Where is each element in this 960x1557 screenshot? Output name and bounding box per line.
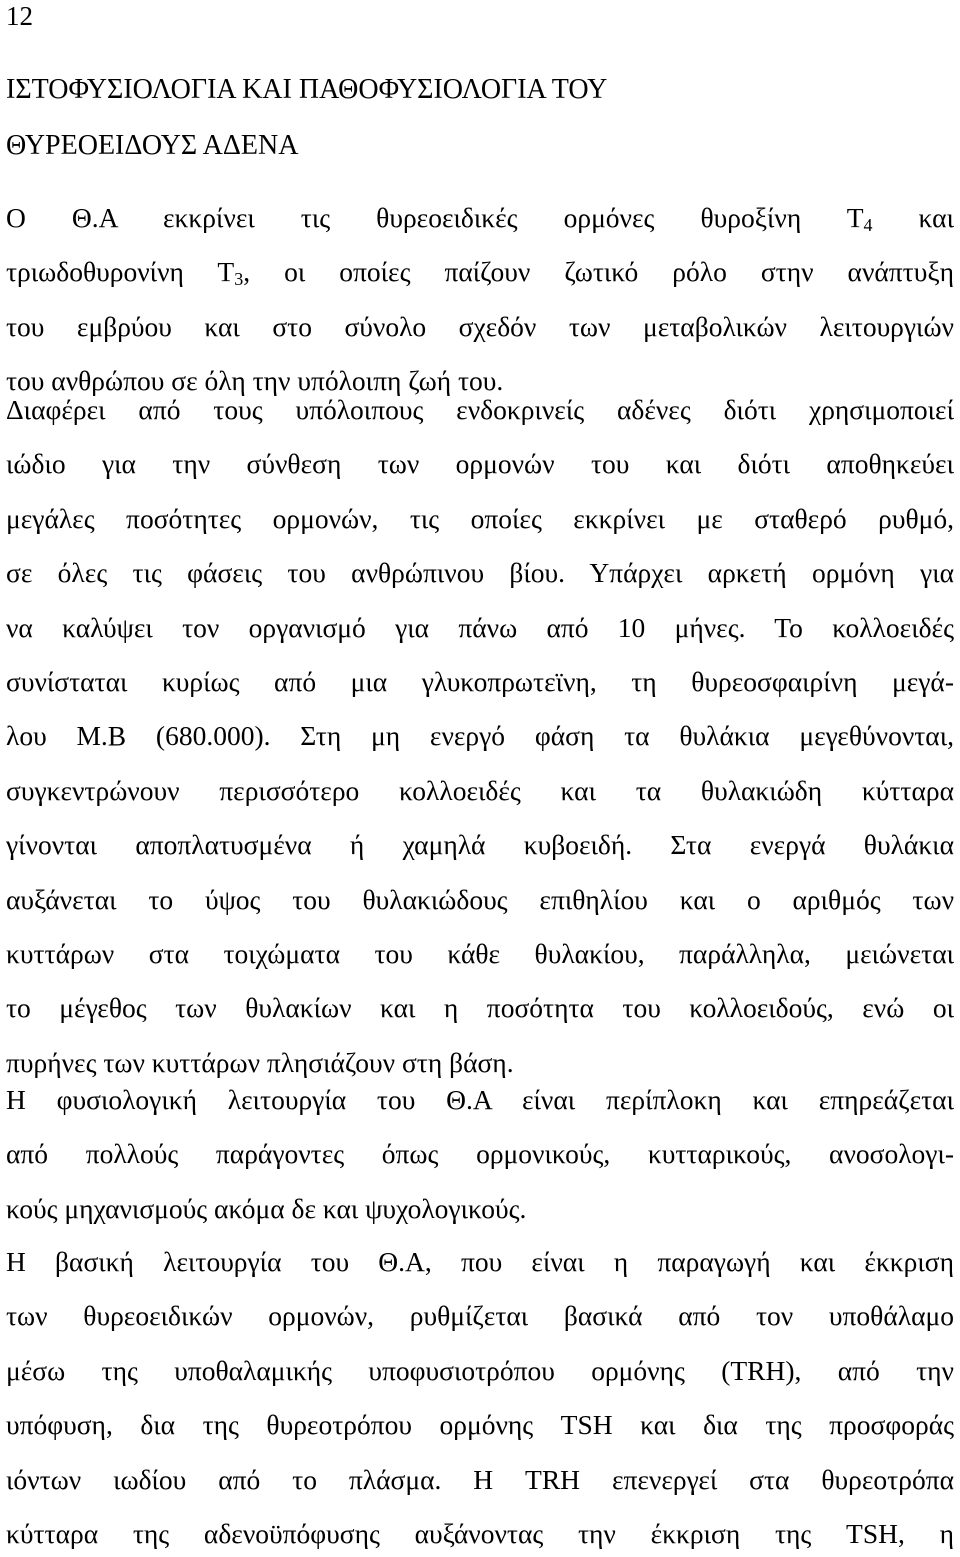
subscript: 3 [234, 269, 244, 290]
line-text: των θυρεοειδικών ορμονών, ρυθμίζεται βασικά από τον υποθάλαμο [6, 1300, 954, 1332]
paragraph-4-line [6, 1516, 954, 1552]
line-text: το μέγεθος των θυλακίων και η ποσότητα του κολλοειδούς, ενώ οι [6, 992, 954, 1024]
line-text: κυττάρων στα τοιχώματα του κάθε θυλακίου, παράλληλα, μειώνεται [6, 938, 954, 969]
paragraph-2-line [6, 718, 954, 754]
paragraph-2-line [6, 664, 954, 700]
line-text: ιώδιο για την σύνθεση των ορμονών του και διότι αποθηκεύει [6, 448, 954, 480]
line-text: του εμβρύου και στο σύνολο σχεδόν των μεταβολικών λειτουργιών [6, 310, 954, 342]
line-text-continued: , οι οποίες παίζουν ζωτικό ρόλο στην ανάπτυξη [243, 256, 954, 288]
paragraph-2-line [6, 555, 954, 591]
paragraph-2-line [6, 882, 954, 918]
line-text: λου Μ.Β (680.000). Στη μη ενεργό φάση τα θυλάκια μεγεθύνονται, [6, 720, 954, 752]
paragraph-4-line [6, 1298, 954, 1334]
line-text: συνίσταται κυρίως από μια γλυκοπρωτεϊνη, τη θυρεοσφαιρίνη μεγά- [6, 666, 954, 697]
line-text: να καλύψει τον οργανισμό για πάνω από 10 μήνες. Το κολλοειδές [6, 611, 954, 643]
paragraph-4-line [6, 1407, 954, 1443]
paragraph-2-line [6, 501, 954, 537]
line-text: τριωδοθυρονίνη Τ [6, 256, 235, 288]
paragraph-2-line [6, 936, 954, 972]
paragraph-2-line [6, 610, 954, 646]
line-text: κύτταρα της αδενοϋπόφυσης αυξάνοντας την έκκριση της TSH, η [6, 1518, 954, 1549]
paragraph-1-line [6, 309, 954, 345]
paragraph-4-line [6, 1244, 954, 1280]
paragraph-4-line [6, 1353, 954, 1389]
line-text: υπόφυση, δια της θυρεοτρόπου ορμόνης TSH και δια της προσφοράς [6, 1409, 954, 1441]
line-text: Η βασική λειτουργία του Θ.Α, που είναι η παραγωγή και έκκριση [6, 1246, 954, 1277]
paragraph-1-line [6, 254, 954, 290]
page-number: 12 [6, 1, 33, 31]
paragraph-2-line [6, 1045, 954, 1081]
line-text: γίνονται αποπλατυσμένα ή χαμηλά κυβοειδή. Στα ενεργά θυλάκια [6, 829, 954, 861]
paragraph-3-line [6, 1082, 954, 1118]
paragraph-3-line [6, 1191, 954, 1227]
line-text: μέσω της υποθαλαμικής υποφυσιοτρόπου ορμόνης (TRH), από την [6, 1354, 954, 1386]
section-title-line: ΘΥΡΕΟΕΙΔΟΥΣ ΑΔΕΝΑ [6, 130, 299, 161]
line-text: κούς μηχανισμούς ακόμα δε και ψυχολογικούς. [6, 1192, 527, 1224]
section-title-line: ΙΣΤΟΦΥΣΙΟΛΟΓΙΑ ΚΑΙ ΠΑΘΟΦΥΣΙΟΛΟΓΙΑ ΤΟΥ [6, 74, 608, 105]
paragraph-2-line [6, 827, 954, 863]
line-text: του ανθρώπου σε όλη την υπόλοιπη ζωή του. [6, 365, 504, 397]
paragraph-1-line [6, 200, 954, 236]
line-text: συγκεντρώνουν περισσότερο κολλοειδές και τα θυλακιώδη κύτταρα [6, 774, 954, 806]
subscript: 4 [863, 215, 873, 235]
line-text: Η φυσιολογική λειτουργία του Θ.Α είναι περίπλοκη και επηρεάζεται [6, 1084, 954, 1115]
paragraph-4-line [6, 1462, 954, 1498]
line-text: σε όλες τις φάσεις του ανθρώπινου βίου. Υπάρχει αρκετή ορμόνη για [6, 557, 954, 589]
paragraph-2-line [6, 773, 954, 809]
paragraph-3-line [6, 1136, 954, 1172]
line-text: πυρήνες των κυττάρων πλησιάζουν στη βάση. [6, 1046, 514, 1078]
line-text: αυξάνεται το ύψος του θυλακιώδους επιθηλίου και ο αριθμός των [6, 883, 954, 915]
line-text: από πολλούς παράγοντες όπως ορμονικούς, κυτταρικούς, ανοσολογι- [6, 1138, 954, 1170]
line-text: Ο Θ.Α εκκρίνει τις θυρεοειδικές ορμόνες θυροξίνη Τ [6, 202, 864, 233]
line-text: μεγάλες ποσότητες ορμονών, τις οποίες εκκρίνει με σταθερό ρυθμό, [6, 502, 954, 534]
paragraph-2-line [6, 446, 954, 482]
line-text: Διαφέρει από τους υπόλοιπους ενδοκρινείς αδένες διότι χρησιμοποιεί [6, 394, 954, 425]
paragraph-2-line [6, 392, 954, 428]
paragraph-2-line [6, 990, 954, 1026]
line-text: ιόντων ιωδίου από το πλάσμα. Η TRH επενεργεί στα θυρεοτρόπα [6, 1463, 954, 1495]
line-text-continued: και [872, 202, 954, 233]
